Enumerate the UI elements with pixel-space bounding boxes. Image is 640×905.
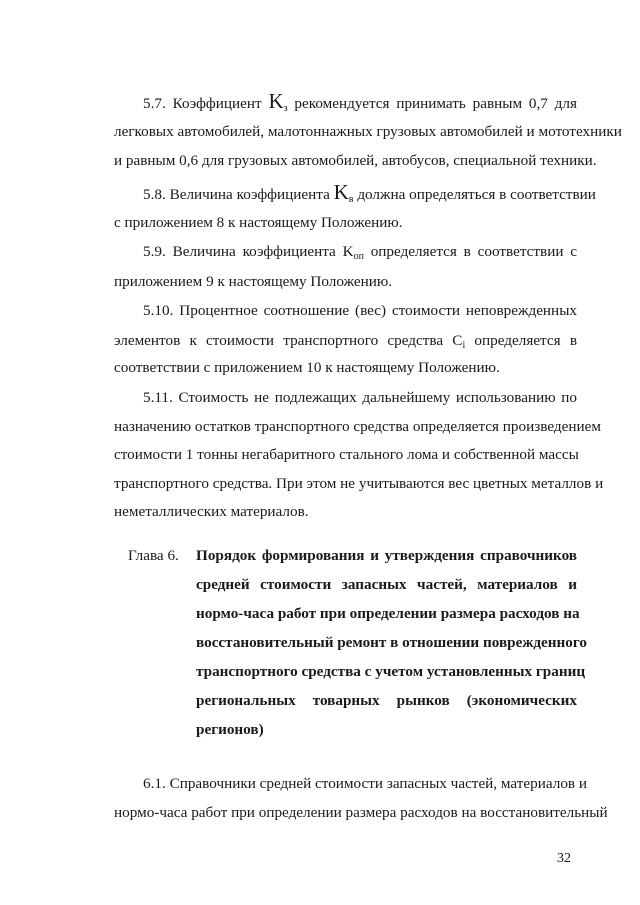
paragraph-5-11-line-4: транспортного средства. При этом не учитываются вес цветных металлов и: [114, 475, 604, 492]
text-fragment: определяется в: [465, 332, 577, 349]
coefficient-symbol: K: [268, 89, 284, 113]
chapter-title-line-4: восстановительный ремонт в отношении поврежденного: [196, 634, 587, 651]
chapter-title-line-3: нормо-часа работ при определении размера расходов на: [196, 605, 580, 622]
paragraph-5-11-line-3: стоимости 1 тонны негабаритного стального лома и собственной массы: [114, 446, 579, 463]
text-fragment: определяется в соответствии с: [363, 243, 577, 260]
coefficient-subscript: з: [283, 103, 288, 114]
paragraph-5-7-line-1: [143, 89, 577, 118]
text-fragment: 5.8. Величина коэффициента: [143, 186, 334, 203]
chapter-title-line-2: средней стоимости запасных частей, материалов и: [196, 576, 577, 593]
paragraph-5-7-line-2: легковых автомобилей, малотоннажных грузовых автомобилей и мототехники: [114, 123, 622, 140]
page-number: 32: [557, 851, 571, 866]
chapter-title-line-6: региональных товарных рынков (экономических: [196, 692, 577, 709]
coefficient-subscript: i: [462, 340, 466, 351]
paragraph-5-11-line-5: неметаллических материалов.: [114, 503, 309, 520]
chapter-title-line-7: регионов): [196, 721, 264, 738]
text-fragment: должна определяться в соответствии: [353, 186, 596, 203]
chapter-label: Глава 6.: [128, 547, 179, 564]
paragraph-5-8-line-1: [143, 180, 596, 209]
text-fragment: 5.7. Коэффициент: [143, 95, 269, 112]
paragraph-5-11-line-2: назначению остатков транспортного средства определяется произведением: [114, 418, 601, 435]
coefficient-subscript: в: [348, 194, 354, 205]
text-fragment: рекомендуется принимать равным 0,7 для: [287, 95, 577, 112]
paragraph-5-10-line-1: 5.10. Процентное соотношение (вес) стоимости неповрежденных: [143, 302, 577, 319]
paragraph-5-11-line-1: 5.11. Стоимость не подлежащих дальнейшему использованию по: [143, 389, 577, 406]
text-fragment: элементов к стоимости транспортного средства C: [114, 332, 463, 349]
coefficient-subscript: оп: [353, 251, 364, 262]
chapter-title-line-1: Порядок формирования и утверждения справочников: [196, 547, 577, 564]
paragraph-5-9-line-1: [143, 243, 577, 266]
text-fragment: 5.9. Величина коэффициента K: [143, 243, 354, 260]
coefficient-symbol: K: [333, 180, 349, 204]
chapter-title-line-5: транспортного средства с учетом установленных границ: [196, 663, 586, 680]
paragraph-5-10-line-2: [114, 332, 577, 355]
paragraph-5-8-line-2: с приложением 8 к настоящему Положению.: [114, 214, 403, 231]
paragraph-6-1-line-2: нормо-часа работ при определении размера расходов на восстановительный: [114, 804, 608, 821]
paragraph-5-7-line-3: и равным 0,6 для грузовых автомобилей, автобусов, специальной техники.: [114, 152, 597, 169]
paragraph-6-1-line-1: 6.1. Справочники средней стоимости запасных частей, материалов и: [143, 775, 588, 792]
paragraph-5-10-line-3: соответствии с приложением 10 к настоящему Положению.: [114, 359, 500, 376]
paragraph-5-9-line-2: приложением 9 к настоящему Положению.: [114, 273, 393, 290]
